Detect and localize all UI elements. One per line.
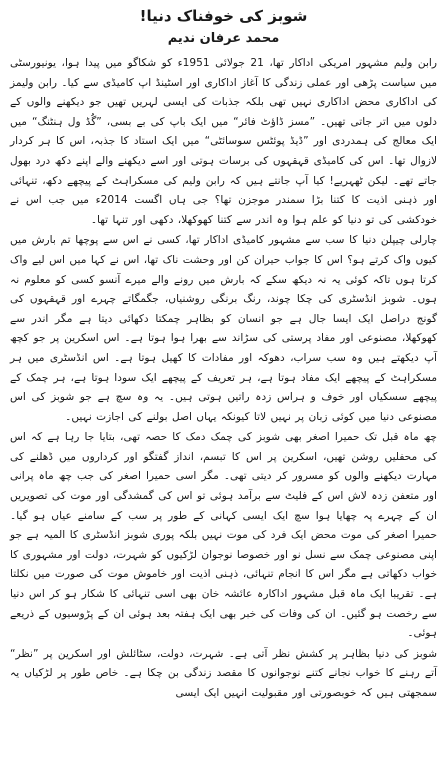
article-paragraph: چھ ماہ قبل تک حمیرا اصغر بھی شوبز کی چمک دمک کا حصہ تھی، بتایا جا رہا ہے کہ اس کی محفلیں روشن تھیں، اسکرین پر اس کا تبسم، انداز گفتگو اور کرداروں میں ڈھلنے کی مہارت دیکھنے والوں کو مسرور کر دیتی تھی۔ مگر اسی حمیرا اصغر کی جب چھ ماہ پرانی اور متعفن زدہ لاش اس کے فلیٹ سے برآمد ہوئی تو اس کی گمشدگی اور موت کی تصویریں ان کے چہرے پہ چھایا ہوا سچ ایک ایسی کہانی کے طور پر سب کے سامنے عیاں ہو گیا۔ حمیرا اصغر کی موت محض ایک فرد کی موت نہیں بلکہ پوری شوبز انڈسٹری کا المیہ ہے جو اپنی مصنوعی چمک سے نسل نو اور خصوصا نوجوان لڑکیوں کو شہرت، دولت اور مشہوری کا خواب دکھاتی ہے مگر اس کا انجام تنہائی، ذہنی اذیت اور خاموش موت کی صورت میں نکلتا ہے۔ تقریبا ایک ماہ قبل مشہور اداکارہ عائشہ خان بھی اسی تنہائی کا شکار ہو کر اس دنیا سے رخصت ہو گئیں۔ ان کی وفات کی خبر بھی ایک ہفتہ بعد ہوئی ان کے پڑوسیوں کے ذریعے ہوئی۔ <box>10 431 437 640</box>
article-title: شوبز کی خوفناک دنیا! <box>139 7 308 25</box>
article-paragraph: شوبز کی دنیا بظاہر پر کشش نظر آتی ہے۔ شہرت، دولت، سٹائلش اور اسکرین پر ”نظر“ آتے رہنے کا خواب نجانے کتنے نوجوانوں کا مقصد زندگی بن چکا ہے۔ خاص طور پر لڑکیاں یہ سمجھتی ہیں کہ خوبصورتی اور مقبولیت انہیں ایک ایسی <box>10 647 437 699</box>
article-byline: محمد عرفان ندیم <box>167 31 280 46</box>
article-paragraph: چارلی چیپلن دنیا کا سب سے مشہور کامیڈی اداکار تھا، کسی نے اس سے پوچھا تم بارش میں کیوں واک کرتے ہو؟ اس کا جواب حیران کن اور وحشت ناک تھا، اس نے کہا میں اس لیے واک کرتا ہوں تاکہ کوئی یہ نہ دیکھ سکے کہ بارش میں رونے والے میرے آنسو کسی کو معلوم نہ ہوں۔ شوبز انڈسٹری کی چکا چوند، رنگ برنگی روشنیاں، جگمگاتے چہرے اور قہقہوں کی گونج دراصل ایک ایسا جال ہے جو انسان کو بظاہر چمکتا دکھائی دیتا ہے مگر اندر سے کھوکھلا، مصنوعی اور مفاد پرستی کی سڑاند سے بھرا ہوا ہوتا ہے۔ اس اسکرین پر جو کچھ آپ دیکھتے ہیں وہ سب سراب، دھوکہ اور مفادات کا کھیل ہوتا ہے۔ اس انڈسٹری میں ہر مسکراہٹ کے پیچھے ایک مفاد ہوتا ہے، ہر تعریف کے پیچھے ایک سودا ہوتا ہے، ہر چمک کے پیچھے سسکیاں اور خوف و ہراس زدہ راتیں ہوتی ہیں۔ یہ وہ سچ ہے جو شوبز کی اس مصنوعی دنیا میں کوئی زبان پر نہیں لاتا کیونکہ یہاں اصل بولنے کی اجازت نہیں۔ <box>10 234 437 423</box>
article-paragraph: رابن ولیم مشہور امریکی اداکار تھا، 21 جولائی 1951ء کو شکاگو میں پیدا ہوا، یونیورسٹی میں سیاست پڑھی اور عملی زندگی کا آغاز اداکاری اور اسٹینڈ اپ کامیڈی سے کیا۔ رابن ولیمز کی اداکاری محض اداکاری نہیں تھی بلکہ جذبات کی ایسی لہریں تھیں جو دیکھنے والوں کے دلوں میں اتر جاتی تھیں۔ ”مسز ڈاؤٹ فائر“ میں ایک باپ کی بے بسی، ”گُڈ ول ہنٹنگ“ میں ایک معالج کی ہمدردی اور ”ڈیڈ پوئٹس سوسائٹی“ میں ایک استاد کا جذبہ، اس کا ہر کردار لازوال تھا۔ اس کی کامیڈی قہقہوں کی برسات ہوتی اور اسے دیکھنے والے اپنے دکھ درد بھول جاتے تھے۔ لیکن ٹھہریے! کیا آپ جانتے ہیں کہ رابن ولیم کی مسکراہٹ کے پیچھے دکھ، تنہائی اور ذہنی اذیت کا کتنا بڑا سمندر موجزن تھا؟ جی ہاں اگست 2014ء میں جب اس نے خودکشی کی تو دنیا کو علم ہوا وہ اندر سے کتنا کھوکھلا، دکھی اور تنہا تھا۔ <box>10 57 437 226</box>
